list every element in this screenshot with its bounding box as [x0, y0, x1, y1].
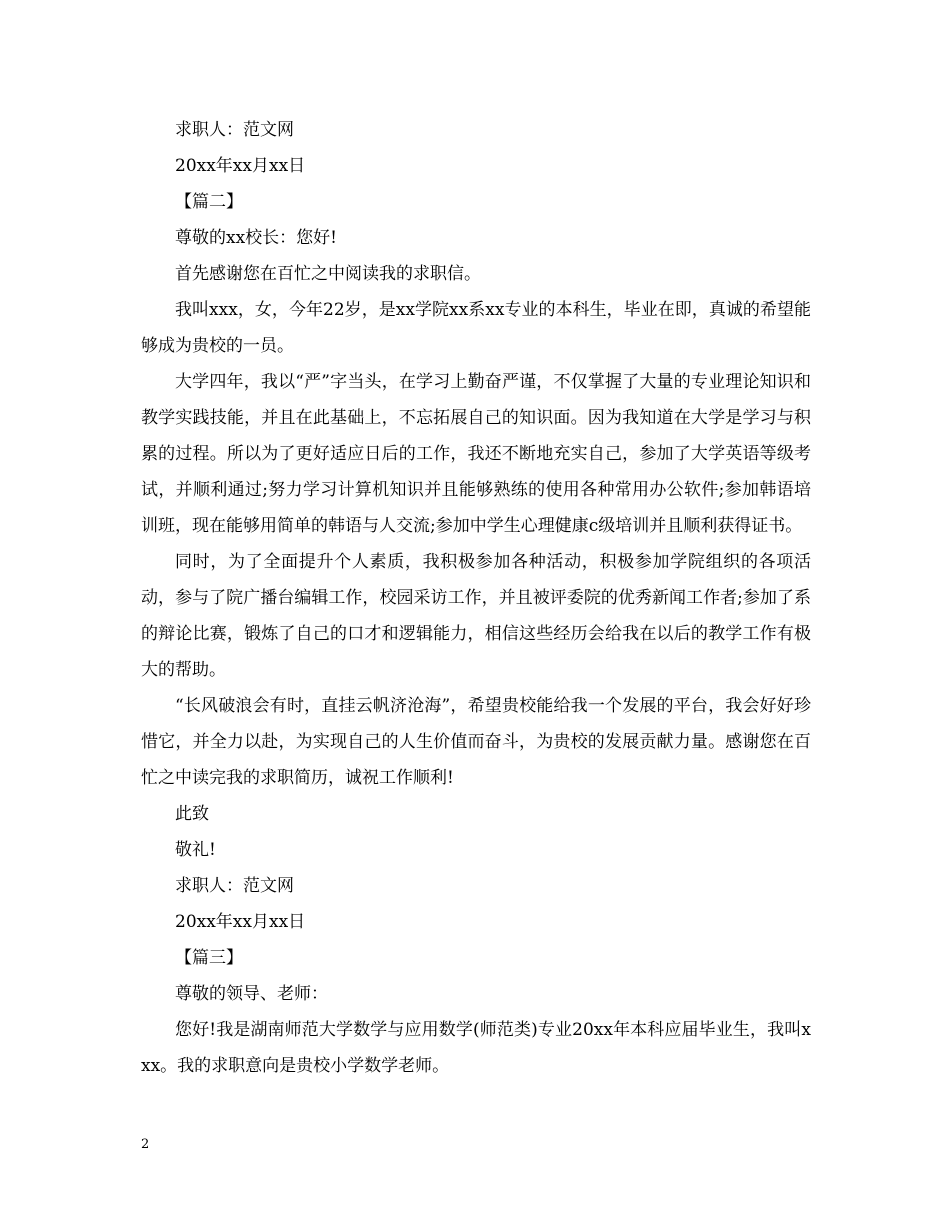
body-paragraph: 同时，为了全面提升个人素质，我积极参加各种活动，积极参加学院组织的各项活动，参与了院广播台编辑工作，校园采访工作，并且被评委院的优秀新闻工作者;参加了系的辩论比赛，锻炼了自己的口才和逻辑能力，相信这些经历会给我在以后的教学工作有极大的帮助。 [141, 552, 811, 680]
salutation: 尊敬的领导、老师： [175, 984, 328, 1004]
page-number: 2 [141, 1137, 150, 1152]
body-paragraph: 您好!我是湖南师范大学数学与应用数学(师范类)专业20xx年本科应届毕业生，我叫xxx。我的求职意向是贵校小学数学老师。 [141, 1020, 811, 1076]
letter-date: 20xx年xx月xx日 [175, 156, 306, 176]
applicant-signature: 求职人：范文网 [175, 120, 294, 140]
closing-line: 敬礼! [175, 840, 216, 860]
body-paragraph: 我叫xxx，女，今年22岁，是xx学院xx系xx专业的本科生，毕业在即，真诚的希望能够成为贵校的一员。 [141, 300, 811, 356]
body-paragraph: 首先感谢您在百忙之中阅读我的求职信。 [175, 264, 481, 284]
section-heading: 【篇三】 [175, 948, 243, 968]
section-heading: 【篇二】 [175, 192, 243, 212]
salutation: 尊敬的xx校长：您好! [175, 228, 338, 248]
body-paragraph: “长风破浪会有时，直挂云帆济沧海”，希望贵校能给我一个发展的平台，我会好好珍惜它，并全力以赴，为实现自己的人生价值而奋斗，为贵校的发展贡献力量。感谢您在百忙之中读完我的求职简历，诚祝工作顺利! [141, 696, 811, 788]
letter-content [141, 112, 811, 1084]
closing-line: 此致 [175, 804, 209, 824]
body-paragraph: 大学四年，我以“严”字当头，在学习上勤奋严谨，不仅掌握了大量的专业理论知识和教学实践技能，并且在此基础上，不忘拓展自己的知识面。因为我知道在大学是学习与积累的过程。所以为了更好适应日后的工作，我还不断地充实自己，参加了大学英语等级考试，并顺利通过;努力学习计算机知识并且能够熟练的使用各种常用办公软件;参加韩语培训班，现在能够用简单的韩语与人交流;参加中学生心理健康c级培训并且顺利获得证书。 [141, 372, 811, 536]
applicant-signature: 求职人：范文网 [175, 876, 294, 896]
letter-date: 20xx年xx月xx日 [175, 912, 306, 932]
